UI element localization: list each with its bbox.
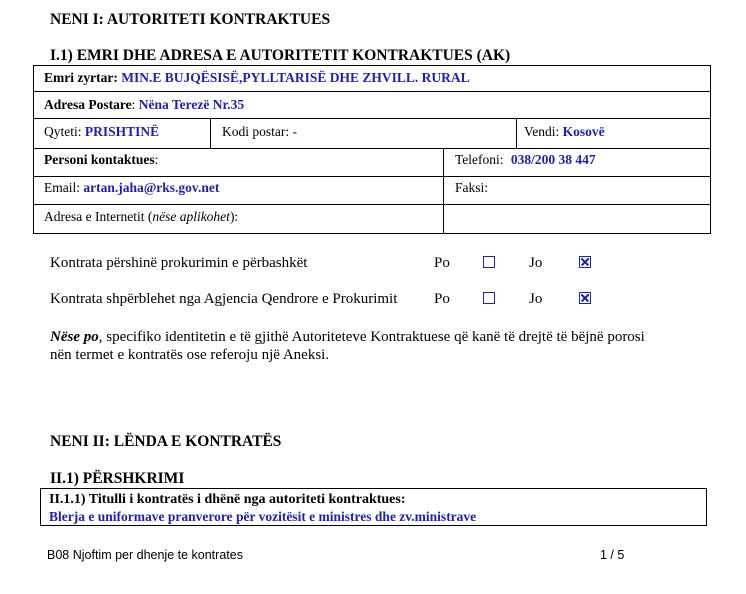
internet-address-cell bbox=[44, 209, 238, 225]
table-divider bbox=[33, 204, 711, 205]
email-value: artan.jaha@rks.gov.net bbox=[83, 180, 220, 195]
table-divider bbox=[33, 118, 711, 119]
joint-procurement-no-checkbox[interactable] bbox=[579, 256, 591, 268]
city-cell bbox=[44, 124, 159, 140]
postal-address-value: Nëna Terezë Nr.35 bbox=[138, 97, 245, 112]
table-divider bbox=[210, 118, 211, 148]
phone-value: 038/200 38 447 bbox=[510, 152, 596, 167]
central-agency-yes-checkbox[interactable] bbox=[483, 292, 495, 304]
fax-label: Faksi: bbox=[455, 180, 489, 195]
central-agency-no-label: Jo bbox=[529, 291, 543, 307]
contact-person-cell: Personi kontaktues: bbox=[44, 152, 159, 167]
table-divider bbox=[33, 148, 711, 149]
phone-label: Telefoni: bbox=[455, 152, 504, 167]
country-value: Kosovë bbox=[562, 124, 605, 139]
section-2-heading: NENI II: LËNDA E KONTRATËS bbox=[50, 433, 282, 450]
city-value: PRISHTINË bbox=[84, 124, 160, 139]
joint-procurement-question: Kontrata përshinë prokurimin e përbashkët bbox=[50, 255, 308, 271]
phone-cell bbox=[455, 152, 596, 168]
central-agency-no-checkbox[interactable] bbox=[579, 292, 591, 304]
email-label: Email: bbox=[44, 180, 80, 195]
central-agency-question: Kontrata shpërblehet nga Agjencia Qendrore e Prokurimit bbox=[50, 291, 398, 307]
joint-procurement-yes-checkbox[interactable] bbox=[483, 256, 495, 268]
section-1-heading: NENI I: AUTORITETI KONTRAKTUES bbox=[50, 11, 331, 28]
postal-code-cell bbox=[222, 124, 297, 140]
section-1-1-heading: I.1) EMRI DHE ADRESA E AUTORITETIT KONTRAKTUES (AK) bbox=[50, 47, 511, 64]
joint-procurement-no-label: Jo bbox=[529, 255, 543, 271]
contract-title-label: II.1.1) Titulli i kontratës i dhënë nga autoriteti kontraktues: bbox=[49, 492, 406, 507]
table-divider bbox=[516, 118, 517, 148]
internet-label-suffix: ): bbox=[229, 209, 239, 224]
official-name-value: MIN.E BUJQËSISË,PYLLTARISË DHE ZHVILL. RURAL bbox=[121, 70, 470, 85]
email-cell bbox=[44, 180, 219, 196]
note-line-1: , specifiko identitetin e të gjithë Autoriteteve Kontraktuese që kanë të drejtë të bëjnë porosi bbox=[98, 329, 645, 345]
note-paragraph bbox=[50, 328, 730, 364]
postal-address-label: Adresa Postare bbox=[44, 97, 132, 112]
postal-code-value: - bbox=[292, 124, 297, 139]
postal-address-row: Adresa Postare: Nëna Terezë Nr.35 bbox=[44, 97, 245, 112]
postal-code-label: Kodi postar: bbox=[222, 124, 290, 139]
joint-procurement-yes-label: Po bbox=[434, 255, 450, 271]
note-lead: Nëse po bbox=[50, 329, 99, 345]
note-line-2: nën termet e kontratës ose referoju një Aneksi. bbox=[50, 347, 330, 363]
table-divider bbox=[443, 148, 444, 234]
section-2-1-heading: II.1) PËRSHKRIMI bbox=[50, 470, 185, 487]
city-label: Qyteti: bbox=[44, 124, 82, 139]
contract-title-value: Blerja e uniformave pranverore për vozitësit e ministres dhe zv.ministrave bbox=[49, 509, 477, 524]
footer-document-label: B08 Njoftim per dhenje te kontrates bbox=[47, 548, 243, 562]
central-agency-yes-label: Po bbox=[434, 291, 450, 307]
internet-label-note: nëse aplikohet bbox=[152, 209, 230, 224]
country-cell bbox=[524, 124, 605, 140]
internet-label-prefix: Adresa e Internetit ( bbox=[44, 209, 153, 224]
footer-page-number: 1 / 5 bbox=[600, 548, 625, 562]
country-label: Vendi: bbox=[524, 124, 560, 139]
table-divider bbox=[33, 176, 711, 177]
official-name-row: Emri zyrtar: MIN.E BUJQËSISË,PYLLTARISË DHE ZHVILL. RURAL bbox=[44, 70, 470, 85]
fax-cell bbox=[455, 180, 488, 196]
table-divider bbox=[33, 91, 711, 92]
official-name-label: Emri zyrtar bbox=[44, 70, 114, 85]
contact-person-label: Personi kontaktues bbox=[44, 152, 155, 167]
